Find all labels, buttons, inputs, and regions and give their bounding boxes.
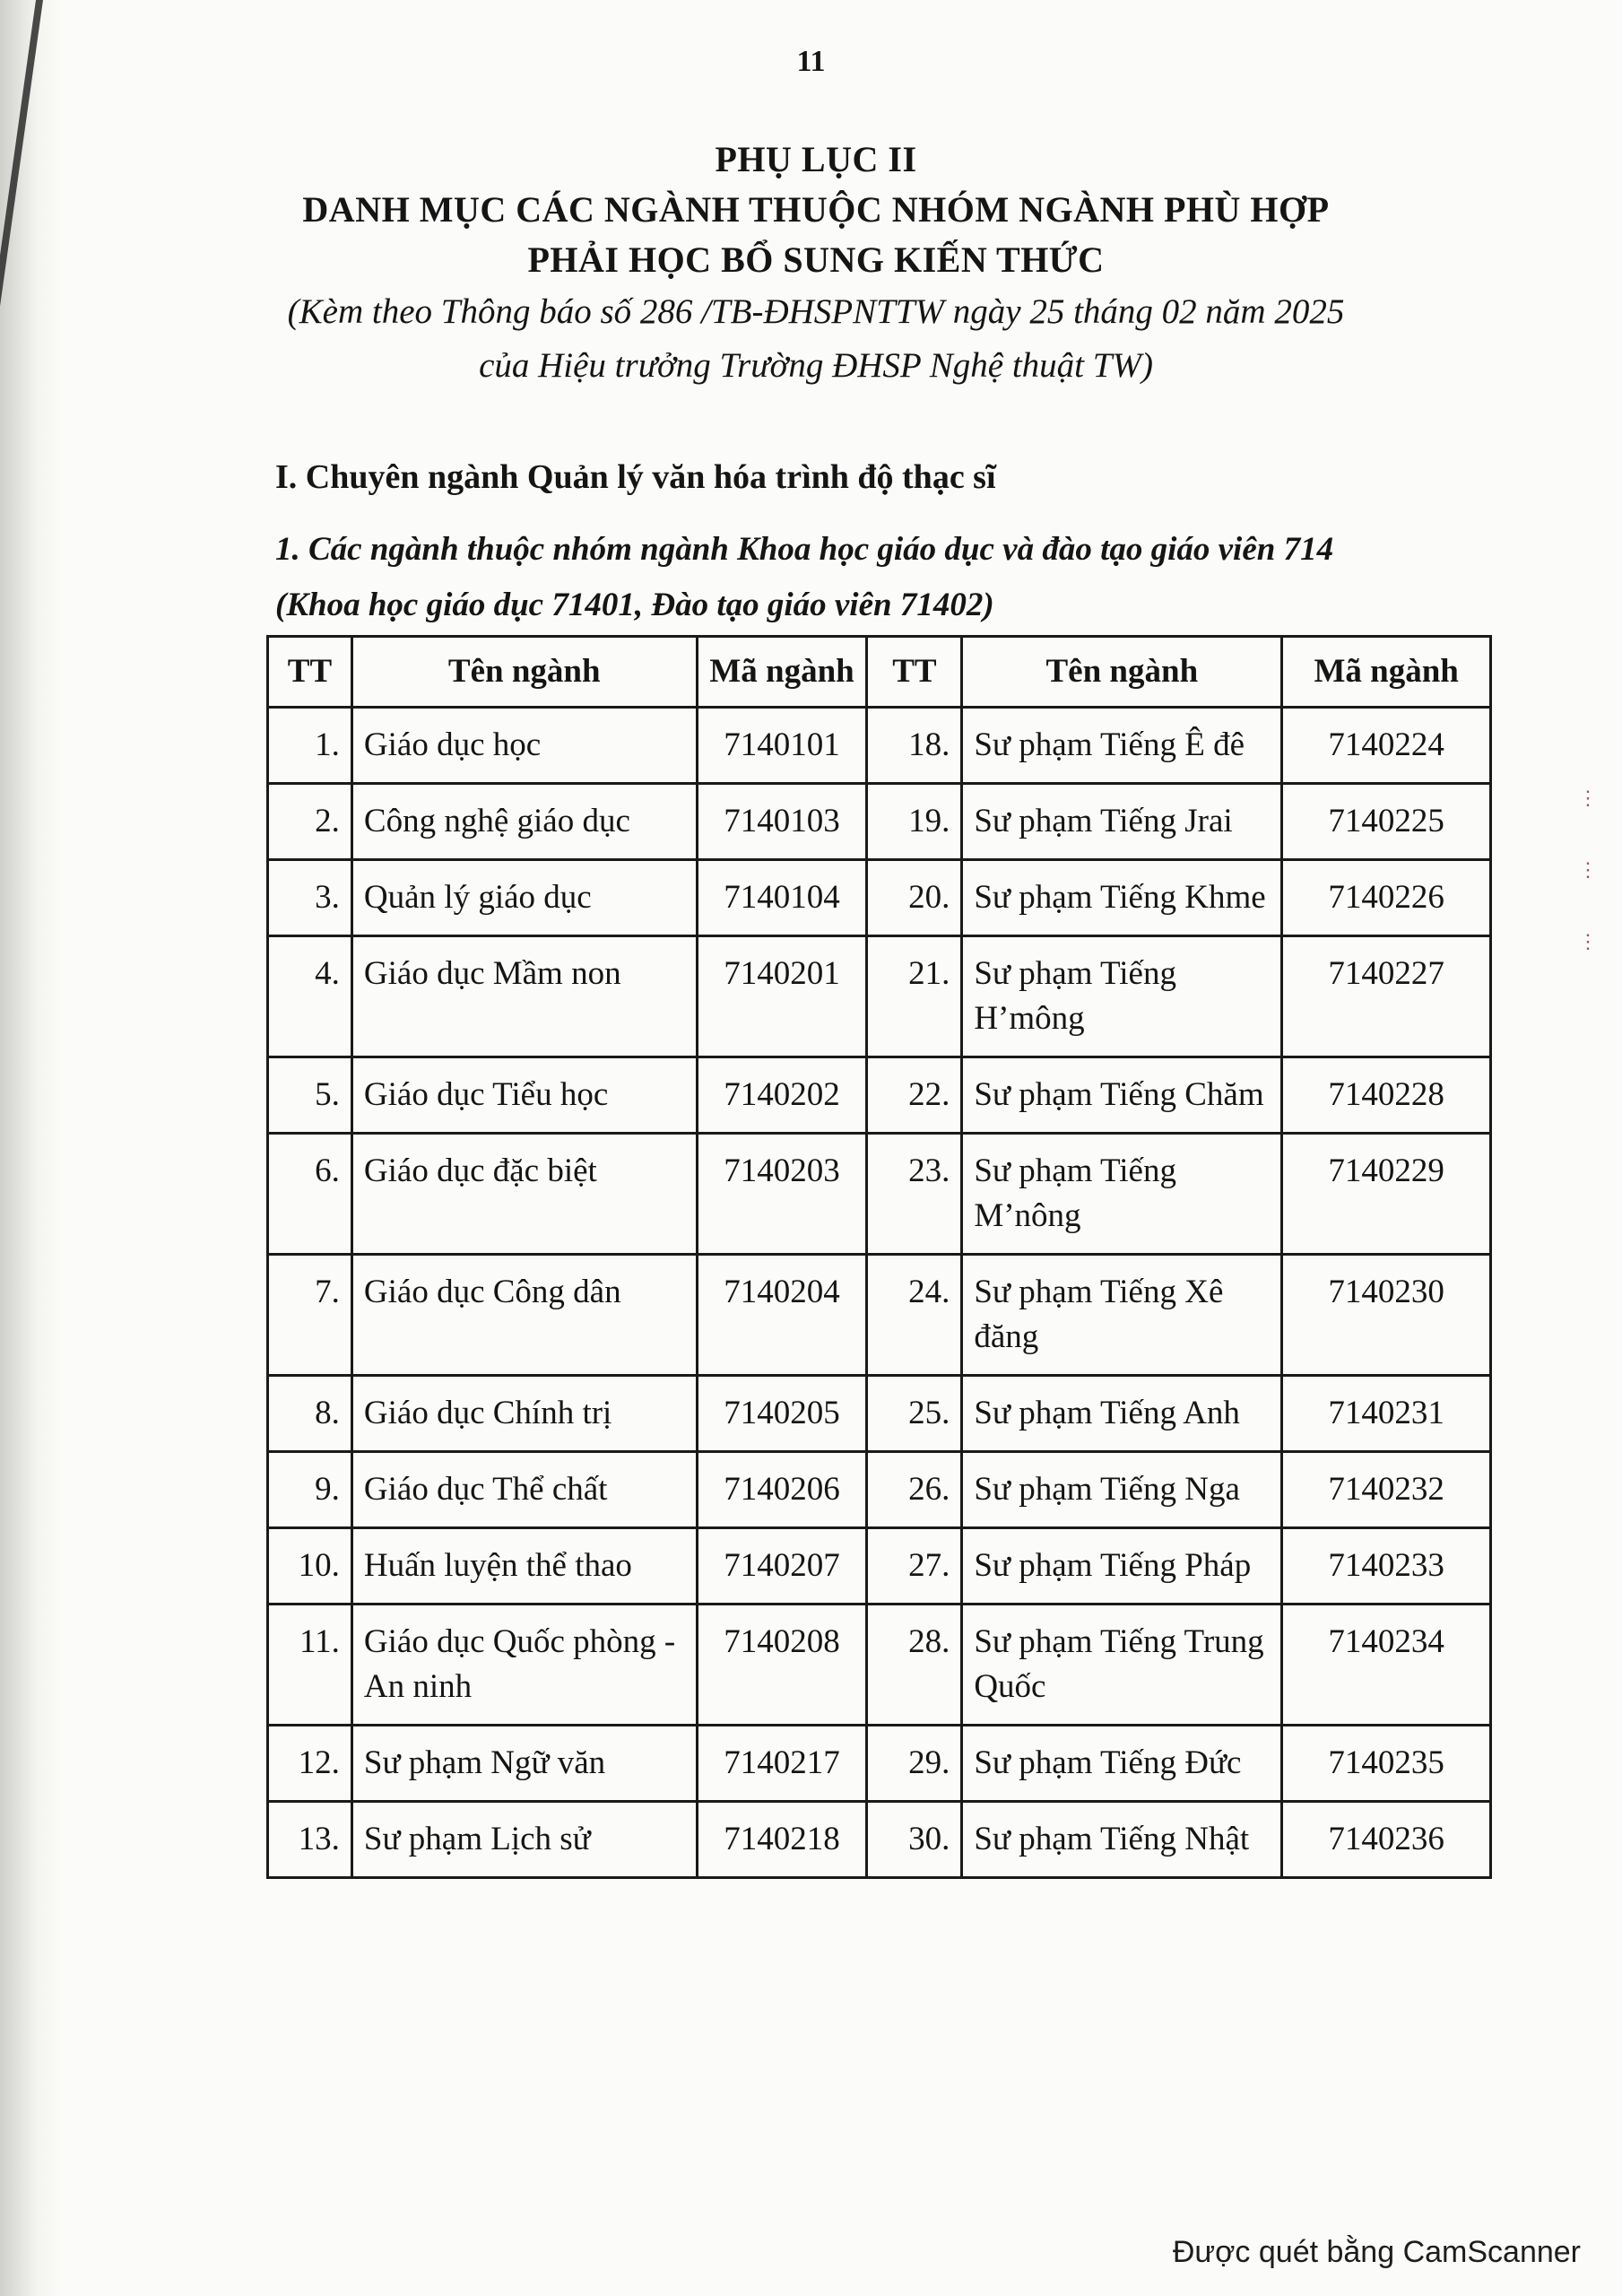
major-name: Giáo dục Công dân xyxy=(351,1255,697,1376)
major-code: 7140227 xyxy=(1282,936,1491,1057)
page-number: 11 xyxy=(796,45,826,78)
table-row xyxy=(268,1057,1491,1134)
major-code: 7140217 xyxy=(697,1726,867,1802)
header-name: Tên ngành xyxy=(962,637,1282,708)
major-name: Sư phạm Tiếng Ê đê xyxy=(962,708,1282,784)
row-number: 25. xyxy=(867,1376,962,1452)
subsection-line-1: 1. Các ngành thuộc nhóm ngành Khoa học giáo dục và đào tạo giáo viên 714 xyxy=(275,531,1334,568)
row-number: 22. xyxy=(867,1057,962,1134)
scan-shadow xyxy=(0,0,63,2296)
major-code: 7140208 xyxy=(697,1605,867,1726)
row-number: 12. xyxy=(268,1726,352,1802)
major-code: 7140235 xyxy=(1282,1726,1491,1802)
row-number: 1. xyxy=(268,708,352,784)
table-header-row xyxy=(268,637,1491,708)
row-number: 2. xyxy=(268,784,352,860)
major-code: 7140233 xyxy=(1282,1528,1491,1605)
major-name: Giáo dục học xyxy=(351,708,697,784)
major-name: Sư phạm Tiếng M’nông xyxy=(962,1134,1282,1255)
major-code: 7140201 xyxy=(697,936,867,1057)
major-name: Sư phạm Ngữ văn xyxy=(351,1726,697,1802)
table-row xyxy=(268,1376,1491,1452)
major-code: 7140228 xyxy=(1282,1057,1491,1134)
table-row xyxy=(268,936,1491,1057)
subsection-heading xyxy=(275,522,1531,633)
major-name: Sư phạm Tiếng Pháp xyxy=(962,1528,1282,1605)
table-row xyxy=(268,860,1491,936)
row-number: 27. xyxy=(867,1528,962,1605)
row-number: 20. xyxy=(867,860,962,936)
major-code: 7140203 xyxy=(697,1134,867,1255)
major-code: 7140104 xyxy=(697,860,867,936)
major-code: 7140218 xyxy=(697,1802,867,1878)
major-code: 7140226 xyxy=(1282,860,1491,936)
list-title: DANH MỤC CÁC NGÀNH THUỘC NHÓM NGÀNH PHÙ HỢP xyxy=(302,189,1330,230)
table-row xyxy=(268,1452,1491,1528)
major-code: 7140103 xyxy=(697,784,867,860)
table-body xyxy=(268,708,1491,1878)
major-name: Sư phạm Tiếng Anh xyxy=(962,1376,1282,1452)
row-number: 28. xyxy=(867,1605,962,1726)
table-row xyxy=(268,708,1491,784)
major-code: 7140225 xyxy=(1282,784,1491,860)
major-code: 7140101 xyxy=(697,708,867,784)
row-number: 23. xyxy=(867,1134,962,1255)
major-code: 7140229 xyxy=(1282,1134,1491,1255)
table-row xyxy=(268,784,1491,860)
major-name: Sư phạm Lịch sử xyxy=(351,1802,697,1878)
major-code: 7140231 xyxy=(1282,1376,1491,1452)
list-title-continued: PHẢI HỌC BỔ SUNG KIẾN THỨC xyxy=(527,239,1105,280)
row-number: 10. xyxy=(268,1528,352,1605)
header-code: Mã ngành xyxy=(697,637,867,708)
major-name: Giáo dục Thể chất xyxy=(351,1452,697,1528)
major-name: Giáo dục Quốc phòng - An ninh xyxy=(351,1605,697,1726)
table-row xyxy=(268,1528,1491,1605)
header-tt: TT xyxy=(268,637,352,708)
row-number: 18. xyxy=(867,708,962,784)
row-number: 7. xyxy=(268,1255,352,1376)
row-number: 26. xyxy=(867,1452,962,1528)
major-code: 7140236 xyxy=(1282,1802,1491,1878)
major-code: 7140205 xyxy=(697,1376,867,1452)
major-name: Sư phạm Tiếng H’mông xyxy=(962,936,1282,1057)
table-row xyxy=(268,1802,1491,1878)
major-code: 7140206 xyxy=(697,1452,867,1528)
table-row xyxy=(268,1134,1491,1255)
header-name: Tên ngành xyxy=(351,637,697,708)
major-name: Sư phạm Tiếng Chăm xyxy=(962,1057,1282,1134)
major-code: 7140207 xyxy=(697,1528,867,1605)
row-number: 4. xyxy=(268,936,352,1057)
appendix-title: PHỤ LỤC II xyxy=(715,139,917,179)
major-name: Giáo dục Tiểu học xyxy=(351,1057,697,1134)
margin-marks: ⋮ ⋮ ⋮ xyxy=(1578,787,1598,952)
title-block xyxy=(179,135,1453,393)
major-name: Sư phạm Tiếng Trung Quốc xyxy=(962,1605,1282,1726)
major-name: Sư phạm Tiếng Khme xyxy=(962,860,1282,936)
table-row xyxy=(268,1255,1491,1376)
major-code: 7140204 xyxy=(697,1255,867,1376)
table-row xyxy=(268,1726,1491,1802)
major-name: Giáo dục đặc biệt xyxy=(351,1134,697,1255)
major-code: 7140224 xyxy=(1282,708,1491,784)
major-code: 7140234 xyxy=(1282,1605,1491,1726)
major-name: Sư phạm Tiếng Nhật xyxy=(962,1802,1282,1878)
major-code: 7140202 xyxy=(697,1057,867,1134)
row-number: 30. xyxy=(867,1802,962,1878)
reference-note: (Kèm theo Thông báo số 286 /TB-ĐHSPNTTW ngày 25 tháng 02 năm 2025 xyxy=(287,292,1345,331)
scanner-watermark: Được quét bằng CamScanner xyxy=(1172,2235,1581,2269)
row-number: 13. xyxy=(268,1802,352,1878)
major-name: Sư phạm Tiếng Xê đăng xyxy=(962,1255,1282,1376)
major-name: Sư phạm Tiếng Đức xyxy=(962,1726,1282,1802)
row-number: 9. xyxy=(268,1452,352,1528)
subsection-line-2: (Khoa học giáo dục 71401, Đào tạo giáo viên 71402) xyxy=(275,587,994,623)
major-name: Giáo dục Chính trị xyxy=(351,1376,697,1452)
major-name: Quản lý giáo dục xyxy=(351,860,697,936)
row-number: 29. xyxy=(867,1726,962,1802)
header-tt: TT xyxy=(867,637,962,708)
row-number: 19. xyxy=(867,784,962,860)
major-name: Huấn luyện thể thao xyxy=(351,1528,697,1605)
major-code: 7140230 xyxy=(1282,1255,1491,1376)
major-name: Sư phạm Tiếng Nga xyxy=(962,1452,1282,1528)
reference-note-continued: của Hiệu trưởng Trường ĐHSP Nghệ thuật TW) xyxy=(479,346,1153,385)
major-name: Giáo dục Mầm non xyxy=(351,936,697,1057)
row-number: 6. xyxy=(268,1134,352,1255)
row-number: 5. xyxy=(268,1057,352,1134)
major-name: Công nghệ giáo dục xyxy=(351,784,697,860)
major-code: 7140232 xyxy=(1282,1452,1491,1528)
section-heading: I. Chuyên ngành Quản lý văn hóa trình độ thạc sĩ xyxy=(275,458,996,496)
row-number: 21. xyxy=(867,936,962,1057)
header-code: Mã ngành xyxy=(1282,637,1491,708)
row-number: 11. xyxy=(268,1605,352,1726)
major-name: Sư phạm Tiếng Jrai xyxy=(962,784,1282,860)
row-number: 24. xyxy=(867,1255,962,1376)
table-row xyxy=(268,1605,1491,1726)
row-number: 3. xyxy=(268,860,352,936)
row-number: 8. xyxy=(268,1376,352,1452)
majors-table xyxy=(266,635,1492,1879)
